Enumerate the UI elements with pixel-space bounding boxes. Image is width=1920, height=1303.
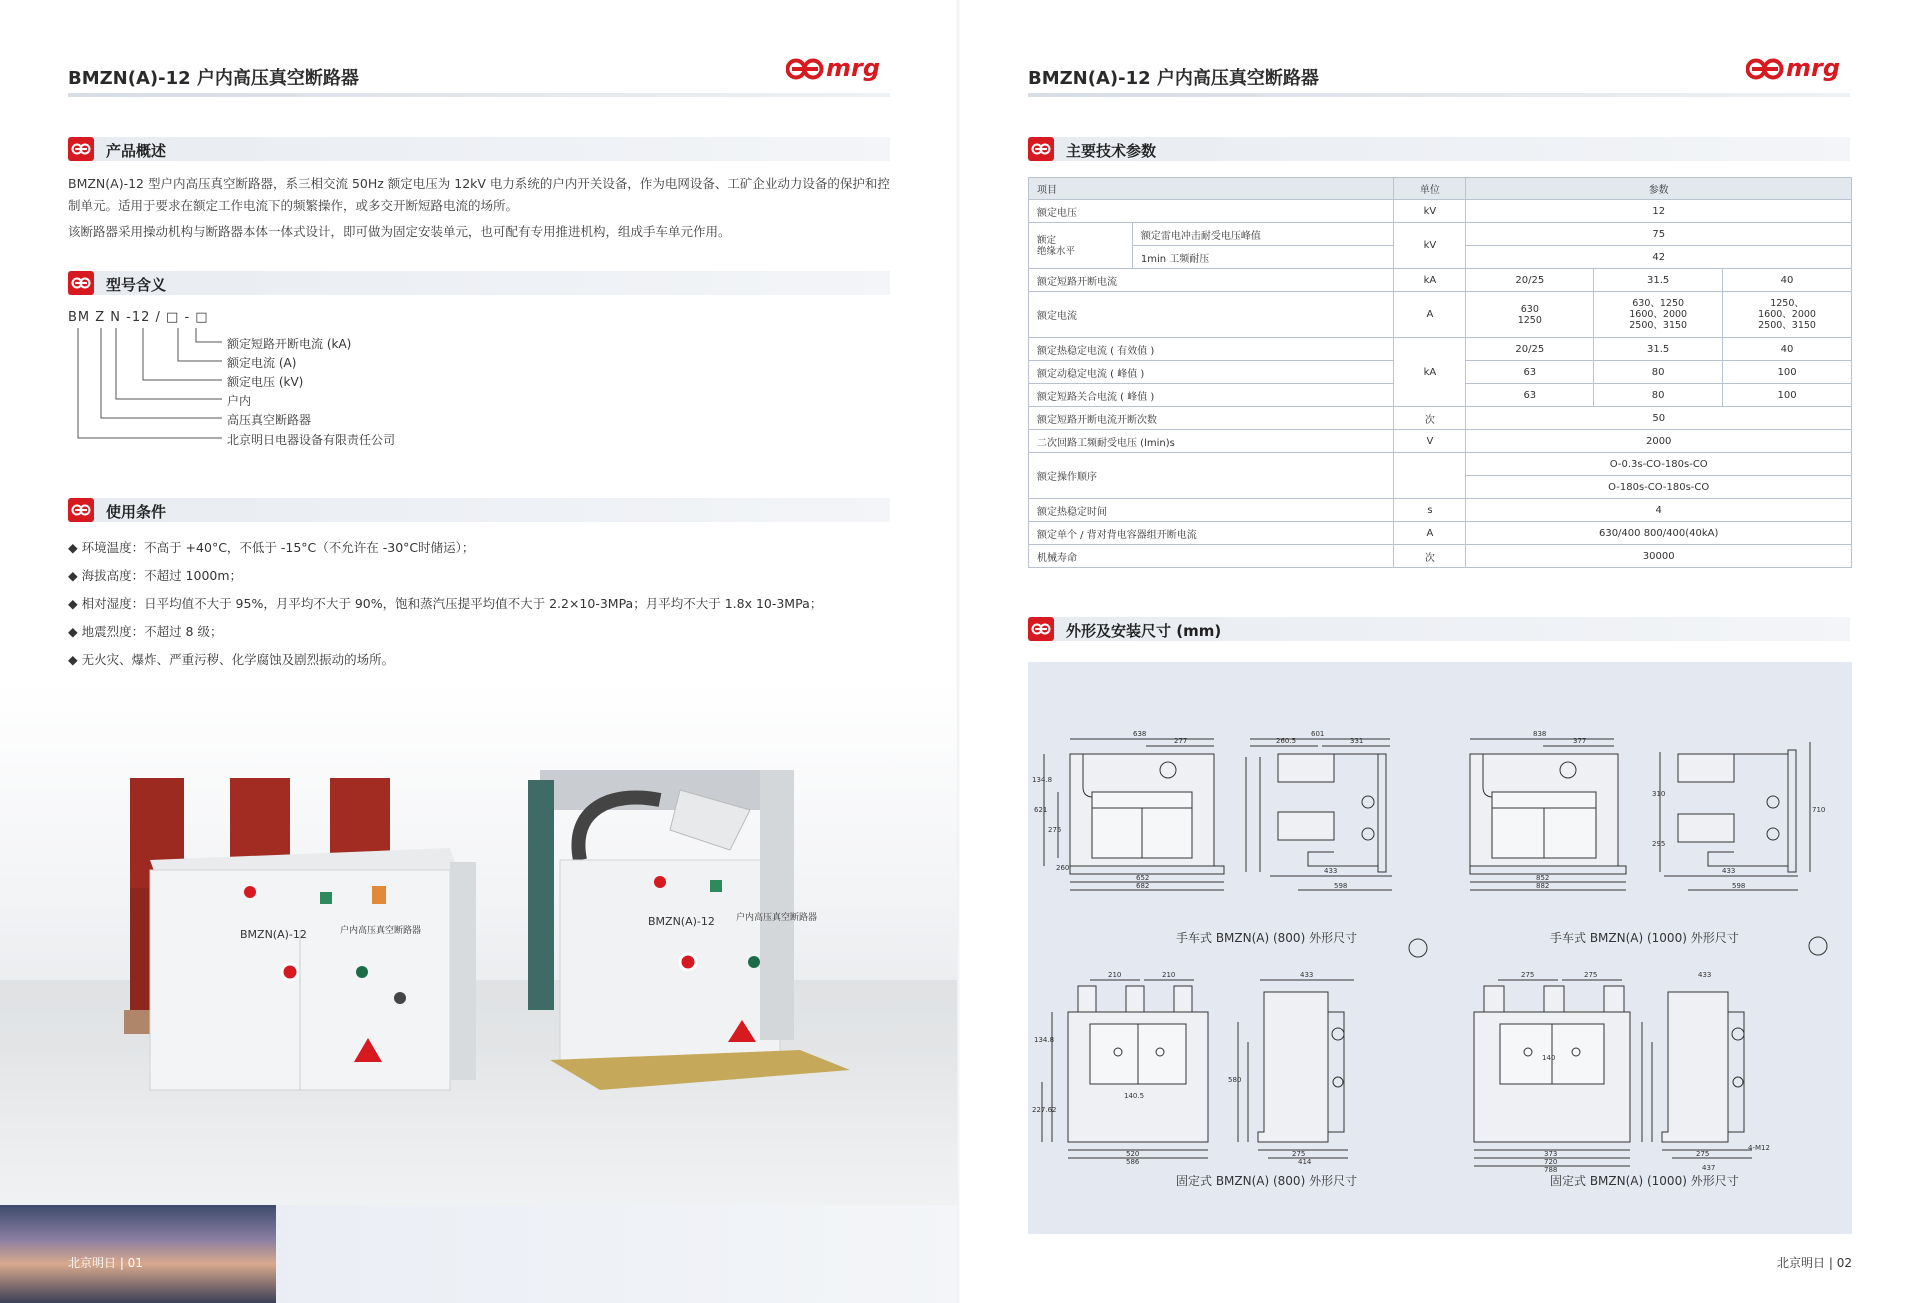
- overview-paragraph-2: 该断路器采用操动机构与断路器本体一体式设计，即可做为固定安装单元，也可配有专用推进机构，组成手车单元作用。: [68, 224, 731, 239]
- product2-sub: 户内高压真空断路器: [736, 913, 818, 923]
- left-header-title: BMZN(A)-12 户内高压真空断路器: [68, 68, 359, 89]
- left-header-rule: [68, 93, 890, 97]
- condition-environment: ◆ 无火灾、爆炸、严重污秽、化学腐蚀及剧烈振动的场所。: [68, 652, 395, 667]
- svg-text:275: 275: [1521, 971, 1535, 979]
- th-param: 参数: [1466, 178, 1852, 200]
- drawing-trolley-800-front: [1044, 739, 1224, 890]
- svg-text:377: 377: [1573, 737, 1587, 745]
- svg-text:882: 882: [1536, 882, 1550, 890]
- section-logo-icon: [68, 137, 94, 161]
- params-table: [1028, 177, 1852, 568]
- svg-text:331: 331: [1350, 737, 1364, 745]
- model-item-breaking-current: 额定短路开断电流 (kA): [227, 337, 352, 351]
- model-item-breaker: 高压真空断路器: [227, 413, 312, 427]
- condition-humidity: ◆ 相对湿度：日平均值不大于 95%，月平均不大于 90%，饱和蒸汽压提平均值不大于 2.2×10-3MPa；月平均不大于 1.8x 10-3MPa；: [68, 596, 823, 611]
- caption-trolley-800: 手车式 BMZN(A) (800) 外形尺寸: [1176, 931, 1358, 945]
- svg-text:373: 373: [1544, 1150, 1558, 1158]
- brand-logo: [786, 52, 890, 90]
- svg-text:433: 433: [1324, 867, 1338, 875]
- table-row: 额定动稳定电流 ( 峰值 ) 63 80 100: [1029, 361, 1852, 384]
- dimension-drawings: [1028, 662, 1852, 1234]
- table-row: 额定短路关合电流 ( 峰值 ) 63 80 100: [1029, 384, 1852, 407]
- section-dimensions: [1028, 617, 1850, 641]
- drawing-trolley-1000-front: [1470, 739, 1626, 890]
- svg-text:437: 437: [1702, 1164, 1716, 1172]
- product-photo-breaker-2: [510, 770, 870, 1100]
- product1-label: BMZN(A)-12: [240, 928, 307, 941]
- model-bracket-lines: [68, 326, 228, 446]
- svg-text:227.62: 227.62: [1032, 1106, 1057, 1114]
- condition-altitude: ◆ 海拔高度：不超过 1000m；: [68, 568, 243, 583]
- caption-fixed-1000: 固定式 BMZN(A) (1000) 外形尺寸: [1550, 1174, 1739, 1188]
- left-header: [68, 54, 890, 98]
- svg-text:310: 310: [1652, 790, 1666, 798]
- product-photo-breaker-1: [110, 770, 480, 1100]
- section-model: [68, 271, 890, 295]
- drawing-fixed-800-front: [1042, 980, 1208, 1158]
- svg-text:275: 275: [1292, 1150, 1306, 1158]
- right-page: [960, 0, 1920, 1303]
- svg-text:414: 414: [1298, 1158, 1312, 1166]
- table-row: 机械寿命 次 30000: [1029, 545, 1852, 568]
- model-code: BM Z N -12 / □ - □: [68, 310, 209, 325]
- model-item-indoor: 户内: [227, 394, 252, 408]
- svg-text:295: 295: [1652, 840, 1666, 848]
- table-header-row: [1029, 178, 1852, 200]
- svg-text:140: 140: [1542, 1054, 1556, 1062]
- table-row: 额定短路开断电流 kA 20/25 31.5 40: [1029, 269, 1852, 292]
- dimension-drawings-panel: [1028, 662, 1852, 1234]
- section-logo-icon: [68, 271, 94, 295]
- svg-text:652: 652: [1136, 874, 1150, 882]
- table-row: 额定热稳定电流 ( 有效值 ) kA 20/25 31.5 40: [1029, 338, 1852, 361]
- overview-paragraph-1: BMZN(A)-12 型户内高压真空断路器，系三相交流 50Hz 额定电压为 12kV 电力系统的户内开关设备，作为电网设备、工矿企业动力设备的保护和控制单元。适用于要求在额定工作电流下的频繁操作，或多交开断短路电流的场所。: [68, 176, 890, 213]
- model-item-rated-current: 额定电流 (A): [227, 356, 297, 370]
- product2-label: BMZN(A)-12: [648, 915, 715, 928]
- svg-text:586: 586: [1126, 1158, 1140, 1166]
- left-page-number: 北京明日 | 01: [68, 1256, 143, 1270]
- logo-text: mrg: [826, 54, 881, 82]
- svg-text:433: 433: [1722, 867, 1736, 875]
- drawing-fixed-800-side: [1238, 980, 1354, 1158]
- svg-text:275: 275: [1584, 971, 1598, 979]
- product1-sub: 户内高压真空断路器: [340, 926, 422, 936]
- right-header: [1028, 54, 1850, 98]
- svg-text:433: 433: [1300, 971, 1314, 979]
- condition-seismic: ◆ 地震烈度：不超过 8 级；: [68, 624, 223, 639]
- right-header-rule: [1028, 93, 1850, 97]
- svg-text:601: 601: [1311, 730, 1325, 738]
- table-row: 额定电压 kV 12: [1029, 200, 1852, 223]
- table-row: 二次回路工频耐受电压 (lmin)s V 2000: [1029, 430, 1852, 453]
- svg-text:520: 520: [1126, 1150, 1140, 1158]
- table-row: 额定单个 / 背对背电容器组开断电流 A 630/400 800/400(40kA): [1029, 522, 1852, 545]
- table-row: 额定短路开断电流开断次数 次 50: [1029, 407, 1852, 430]
- svg-text:621: 621: [1034, 806, 1048, 814]
- right-header-title: BMZN(A)-12 户内高压真空断路器: [1028, 68, 1319, 89]
- th-unit: 单位: [1394, 178, 1466, 200]
- section-params: [1028, 137, 1850, 161]
- logo-text: mrg: [1786, 54, 1841, 82]
- table-row: 1min 工频耐压 42: [1029, 246, 1852, 269]
- caption-trolley-1000: 手车式 BMZN(A) (1000) 外形尺寸: [1550, 931, 1739, 945]
- section-logo-icon: [1028, 137, 1054, 161]
- condition-temperature: ◆ 环境温度：不高于 +40°C，不低于 -15°C（不允许在 -30°C时储运）；: [68, 540, 475, 555]
- svg-text:277: 277: [1174, 737, 1188, 745]
- svg-text:134.8: 134.8: [1034, 1036, 1055, 1044]
- table-row: 额定操作顺序 O-0.3s-CO-180s-CO: [1029, 453, 1852, 476]
- svg-text:580: 580: [1228, 1076, 1242, 1084]
- section-dimensions-title: 外形及安装尺寸 (mm): [1066, 622, 1222, 640]
- svg-text:852: 852: [1536, 874, 1550, 882]
- section-overview-title: 产品概述: [106, 142, 167, 160]
- svg-text:710: 710: [1812, 806, 1826, 814]
- svg-text:788: 788: [1544, 1166, 1558, 1174]
- svg-text:638: 638: [1133, 730, 1147, 738]
- table-row: 额定电流 A 630 1250 630、1250 1600、2000 2500、3150 1250、 1600、2000 2500、3150: [1029, 292, 1852, 338]
- section-model-title: 型号含义: [106, 276, 167, 294]
- drawing-fixed-1000-front: [1474, 980, 1630, 1166]
- svg-text:433: 433: [1698, 971, 1712, 979]
- svg-text:598: 598: [1732, 882, 1746, 890]
- svg-text:275: 275: [1696, 1150, 1710, 1158]
- section-conditions: [68, 498, 890, 522]
- svg-text:260.5: 260.5: [1276, 737, 1297, 745]
- svg-text:134.8: 134.8: [1032, 776, 1053, 784]
- th-item: 项目: [1029, 178, 1394, 200]
- model-item-company: 北京明日电器设备有限责任公司: [227, 433, 396, 447]
- section-overview: [68, 137, 890, 161]
- section-params-title: 主要技术参数: [1066, 142, 1157, 160]
- svg-text:598: 598: [1334, 882, 1348, 890]
- caption-fixed-800: 固定式 BMZN(A) (800) 外形尺寸: [1176, 1174, 1358, 1188]
- drawing-trolley-800-side: [1246, 739, 1392, 890]
- table-row: 额定 绝缘水平 额定雷电冲击耐受电压峰值 kV 75: [1029, 223, 1852, 246]
- brand-logo: [1746, 52, 1850, 90]
- model-item-rated-voltage: 额定电压 (kV): [227, 375, 304, 389]
- table-row: O-180s-CO-180s-CO: [1029, 476, 1852, 499]
- svg-text:4-M12: 4-M12: [1748, 1144, 1770, 1152]
- right-page-number: 北京明日 | 02: [1777, 1256, 1852, 1270]
- section-conditions-title: 使用条件: [106, 503, 167, 521]
- svg-text:210: 210: [1108, 971, 1122, 979]
- svg-text:838: 838: [1533, 730, 1547, 738]
- section-logo-icon: [1028, 617, 1054, 641]
- svg-text:260: 260: [1056, 864, 1070, 872]
- svg-text:720: 720: [1544, 1158, 1558, 1166]
- svg-text:210: 210: [1162, 971, 1176, 979]
- svg-text:682: 682: [1136, 882, 1150, 890]
- svg-text:140.5: 140.5: [1124, 1092, 1145, 1100]
- section-logo-icon: [68, 498, 94, 522]
- table-row: 额定热稳定时间 s 4: [1029, 499, 1852, 522]
- svg-text:275: 275: [1048, 826, 1062, 834]
